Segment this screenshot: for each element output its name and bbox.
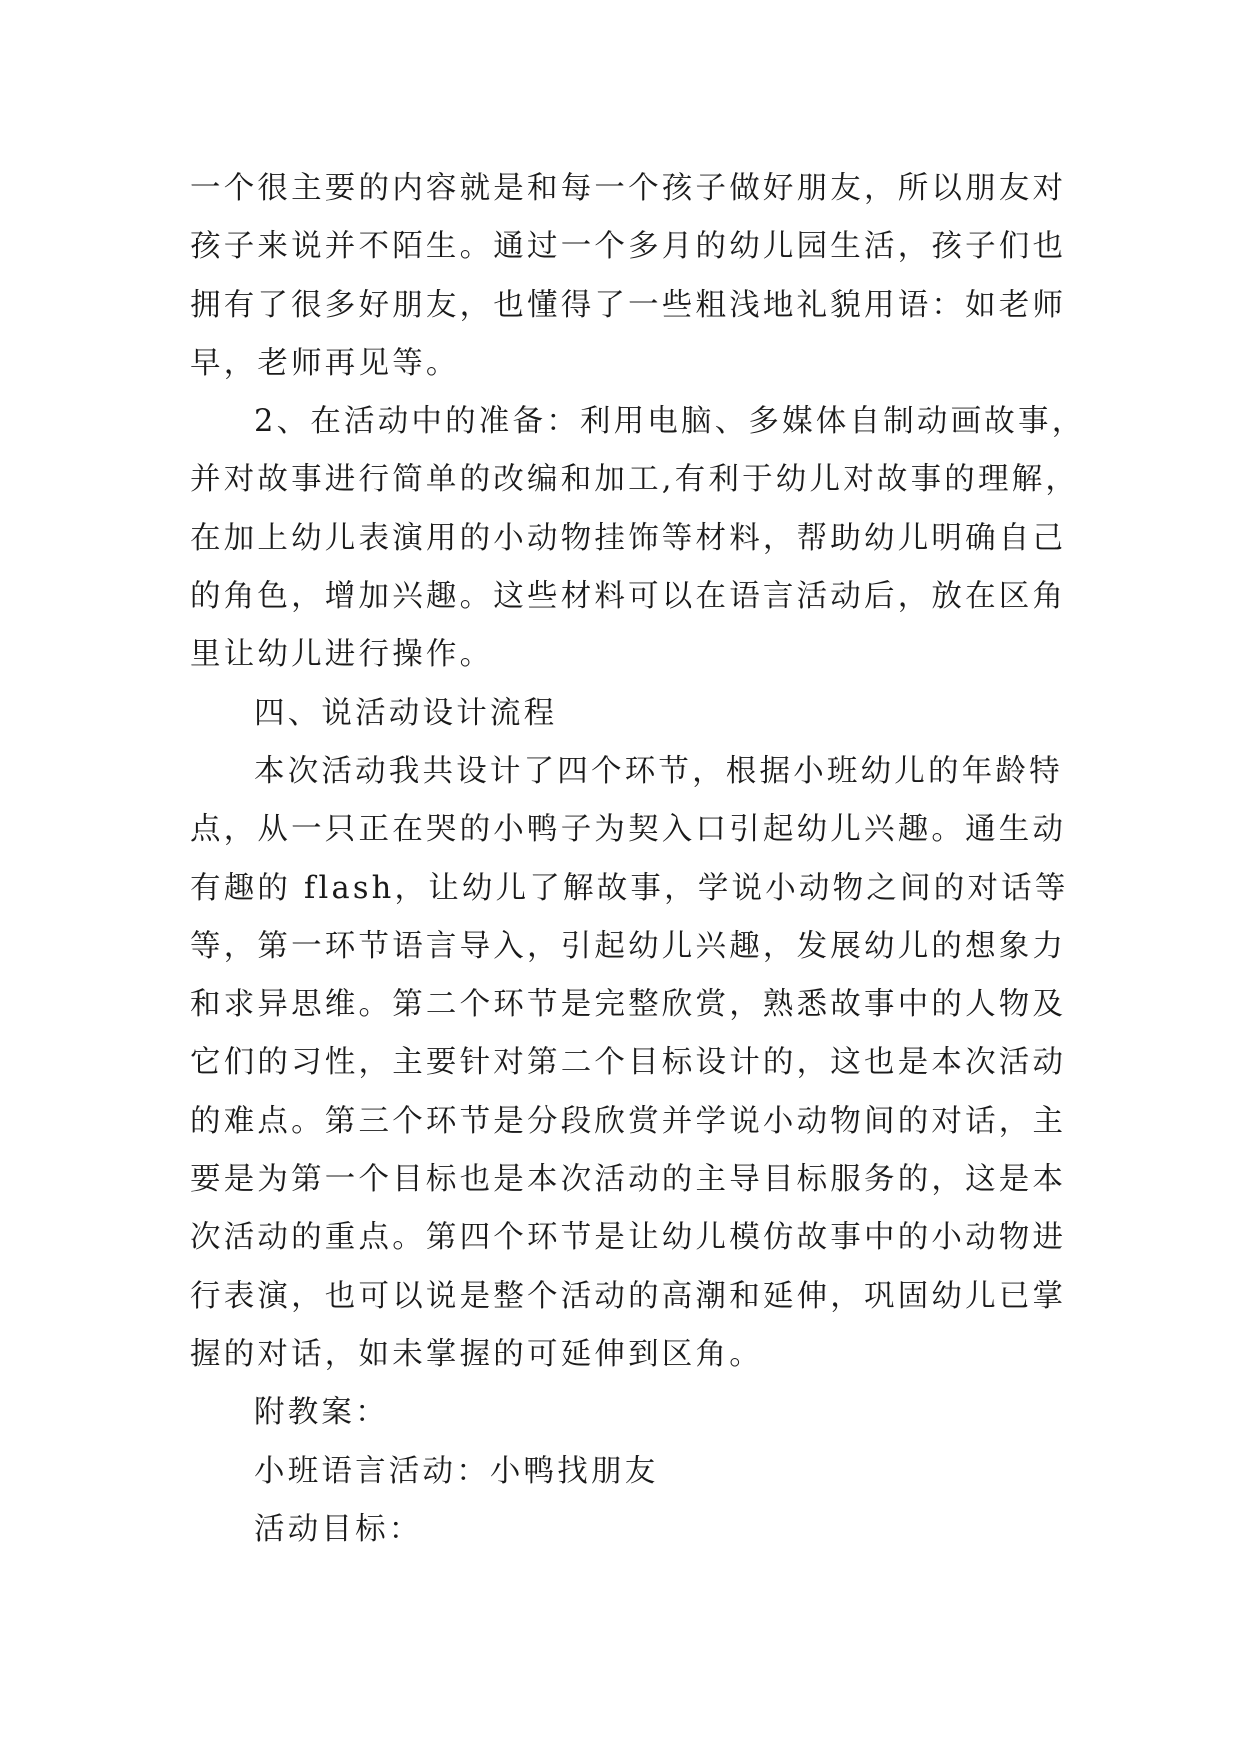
text-line: 的难点。第三个环节是分段欣赏并学说小动物间的对话，主 (190, 1103, 1067, 1139)
objectives-heading: 活动目标： (254, 1511, 423, 1547)
document-page (190, 160, 1086, 1559)
text-line: 早，老师再见等。 (190, 345, 460, 381)
text-line: 它们的习性，主要针对第二个目标设计的，这也是本次活动 (190, 1045, 1067, 1081)
text-line: 等，第一环节语言导入，引起幼儿兴趣，发展幼儿的想象力 (190, 928, 1067, 964)
text-line: 孩子来说并不陌生。通过一个多月的幼儿园生活，孩子们也 (190, 229, 1067, 265)
text-line: 点，从一只正在哭的小鸭子为契入口引起幼儿兴趣。通生动 (190, 812, 1067, 848)
text-line: 次活动的重点。第四个环节是让幼儿模仿故事中的小动物进 (190, 1220, 1067, 1256)
text-line: 和求异思维。第二个环节是完整欣赏，熟悉故事中的人物及 (190, 987, 1067, 1023)
text-line: 2、在活动中的准备：利用电脑、多媒体自制动画故事， (254, 404, 1086, 440)
text-line: 行表演，也可以说是整个活动的高潮和延伸，巩固幼儿已掌 (190, 1278, 1067, 1314)
text-line: 在加上幼儿表演用的小动物挂饰等材料，帮助幼儿明确自己 (190, 520, 1067, 556)
text-line: 拥有了很多好朋友，也懂得了一些粗浅地礼貌用语：如老师 (190, 287, 1067, 323)
text-line: 的角色，增加兴趣。这些材料可以在语言活动后，放在区角 (190, 579, 1067, 615)
appendix-heading: 附教案： (254, 1395, 389, 1431)
text-line: 一个很主要的内容就是和每一个孩子做好朋友，所以朋友对 (190, 171, 1067, 206)
text-line: 要是为第一个目标也是本次活动的主导目标服务的，这是本 (190, 1162, 1067, 1198)
text-line: 本次活动我共设计了四个环节，根据小班幼儿的年龄特 (254, 753, 1063, 789)
text-line: 里让幼儿进行操作。 (190, 637, 494, 673)
text-line: 并对故事进行简单的改编和加工,有利于幼儿对故事的理解， (190, 462, 1080, 498)
text-line: 握的对话，如未掌握的可延伸到区角。 (190, 1336, 763, 1372)
text-line: 有趣的 flash，让幼儿了解故事，学说小动物之间的对话等 (190, 870, 1069, 906)
section-heading: 四、说活动设计流程 (254, 695, 558, 731)
lesson-title: 小班语言活动：小鸭找朋友 (254, 1453, 659, 1489)
